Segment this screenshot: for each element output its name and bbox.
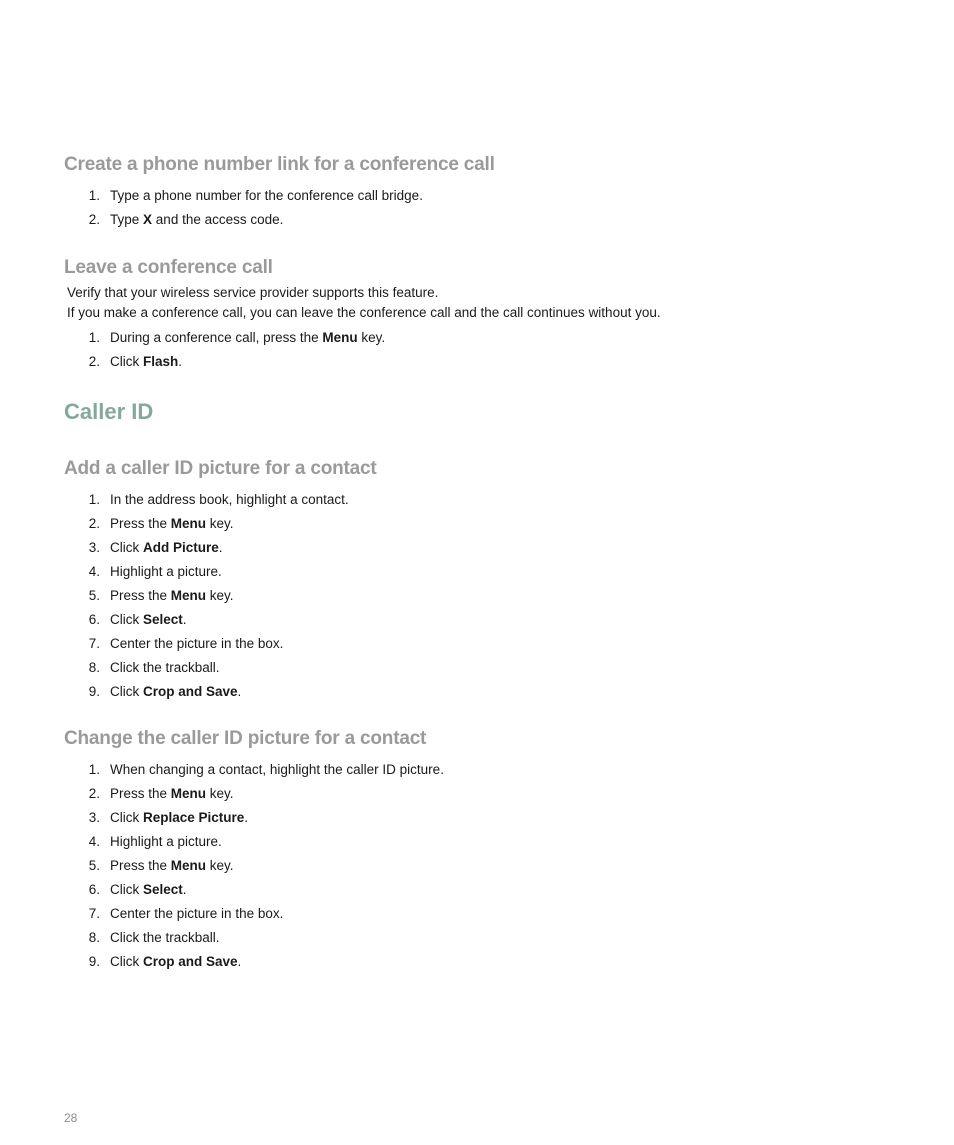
step-text [110,683,241,701]
step-text-emphasis: Menu [170,858,207,873]
step-text-plain-after: . [182,612,187,627]
step-text-plain-after: . [244,810,249,825]
step-text [110,491,349,509]
step-text [110,785,234,803]
step-text-emphasis: Menu [170,516,207,531]
step-text [110,857,234,875]
step-text [110,809,248,827]
step-text-emphasis: Select [143,882,183,897]
step-text-plain-after: key. [357,330,386,345]
page-number: 28 [64,1111,78,1125]
step-text-plain: Center the picture in the box. [110,636,284,651]
step-number: 7. [88,906,100,921]
chapter-title-caller-id: Caller ID [64,399,154,424]
step-number: 9. [88,954,100,969]
step-text-plain: Press the [110,516,171,531]
step-text [110,929,220,947]
step-number: 3. [88,540,100,555]
step-text-plain: Press the [110,786,171,801]
step-text-plain: Highlight a picture. [110,834,222,849]
step-text-plain: Click [110,540,143,555]
step-text-plain-after: . [237,684,242,699]
step-text [110,953,241,971]
step-number: 4. [88,834,100,849]
heading-change-picture: Change the caller ID picture for a contact [64,728,427,749]
step-text [110,587,234,605]
step-text-emphasis: X [143,212,153,227]
step-text [110,905,283,923]
step-text [110,539,223,557]
step-text-plain: Click [110,882,143,897]
step-text [110,635,283,653]
step-text-plain-after: . [237,954,242,969]
step-text-plain-after: . [182,882,187,897]
step-text [110,211,283,229]
step-number: 8. [88,930,100,945]
step-text [110,659,220,677]
paragraph-leave-info: If you make a conference call, you can leave the conference call and the call continues without you. [67,305,661,320]
step-text-plain: Press the [110,858,171,873]
step-number: 3. [88,810,100,825]
step-text-emphasis: Flash [143,354,179,369]
step-number: 1. [88,492,100,507]
step-text [110,833,222,851]
step-number: 6. [88,612,100,627]
step-text-plain-after: and the access code. [152,212,284,227]
step-number: 4. [88,564,100,579]
step-number: 2. [88,786,100,801]
step-text-plain-after: . [218,540,223,555]
heading-conf-link: Create a phone number link for a conference call [64,154,495,175]
step-text-plain: Click the trackball. [110,660,220,675]
step-text-plain: Click [110,354,143,369]
step-number: 7. [88,636,100,651]
step-text-plain: Click [110,954,143,969]
step-text-plain-after: key. [206,588,234,603]
step-text-plain: Click [110,810,143,825]
step-text [110,563,222,581]
step-text-plain: During a conference call, press the [110,330,323,345]
step-text-emphasis: Select [143,612,183,627]
step-text [110,353,182,371]
paragraph-verify-feature: Verify that your wireless service provider supports this feature. [67,285,439,300]
step-text [110,329,385,347]
step-text-plain: Click the trackball. [110,930,220,945]
step-text-plain-after: . [178,354,183,369]
step-text-plain: When changing a contact, highlight the caller ID picture. [110,762,444,777]
step-text-plain-after: key. [206,858,234,873]
step-text-plain-after: key. [206,786,234,801]
step-number: 1. [88,330,100,345]
step-text [110,187,423,205]
step-text-plain: Center the picture in the box. [110,906,284,921]
step-text-plain: Press the [110,588,171,603]
step-text [110,761,444,779]
step-number: 1. [88,188,100,203]
step-text-emphasis: Crop and Save [143,684,238,699]
step-text-plain-after: key. [206,516,234,531]
step-text [110,611,187,629]
heading-add-picture: Add a caller ID picture for a contact [64,458,377,479]
step-text-emphasis: Menu [322,330,358,345]
step-text-plain: Click [110,684,143,699]
step-text-emphasis: Replace Picture [143,810,245,825]
step-number: 2. [88,354,100,369]
step-text-plain: Highlight a picture. [110,564,222,579]
step-number: 1. [88,762,100,777]
step-text-emphasis: Menu [170,786,207,801]
step-text-emphasis: Menu [170,588,207,603]
step-text [110,515,234,533]
step-text-plain: Type a phone number for the conference call bridge. [110,188,423,203]
step-number: 2. [88,212,100,227]
step-number: 5. [88,588,100,603]
step-number: 5. [88,858,100,873]
step-number: 6. [88,882,100,897]
step-text-emphasis: Crop and Save [143,954,238,969]
step-text-plain: In the address book, highlight a contact. [110,492,349,507]
step-number: 8. [88,660,100,675]
step-text-emphasis: Add Picture [143,540,219,555]
heading-leave-conf: Leave a conference call [64,257,273,278]
step-number: 9. [88,684,100,699]
step-number: 2. [88,516,100,531]
step-text-plain: Click [110,612,143,627]
step-text [110,881,187,899]
step-text-plain: Type [110,212,144,227]
